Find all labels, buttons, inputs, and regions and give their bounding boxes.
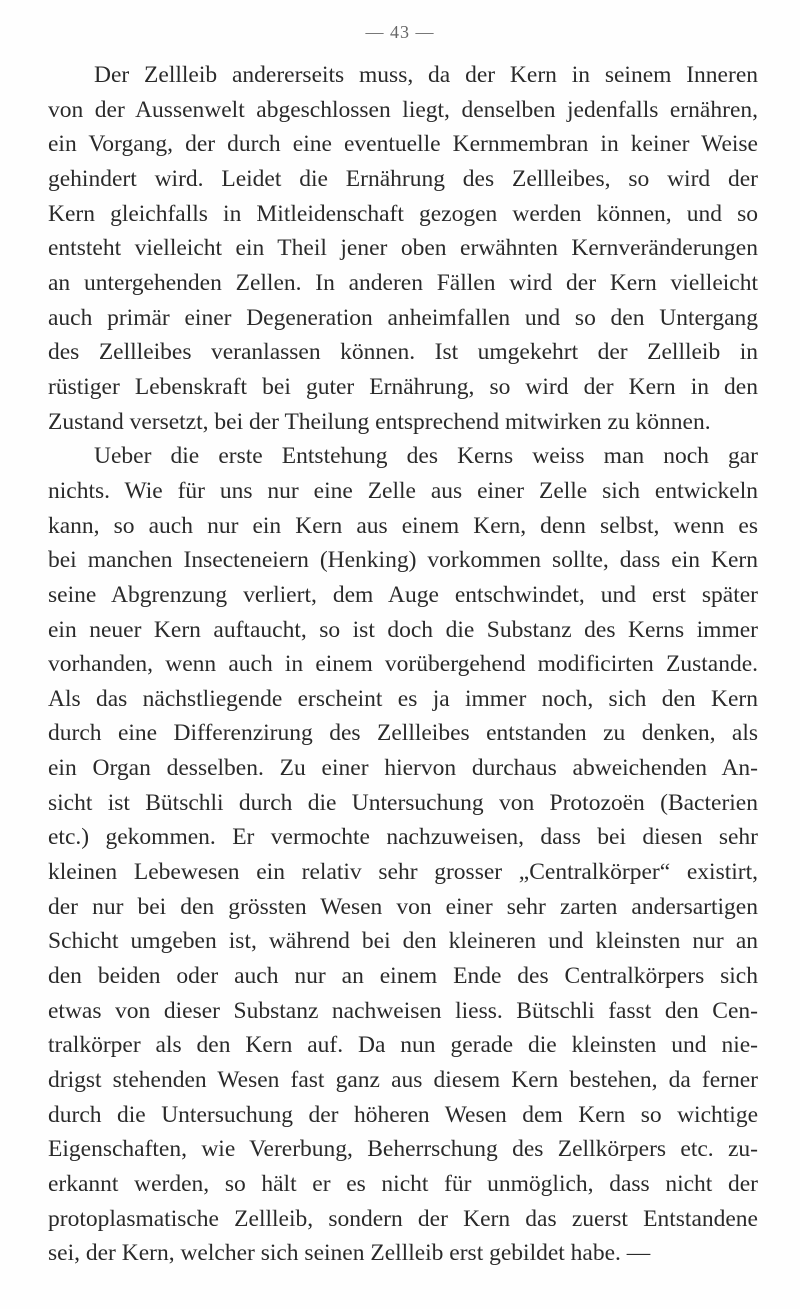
text-line: bei manchen Insecteneiern (Henking) vorkommen sollte, dass ein Kern: [48, 547, 758, 574]
text-line: ein neuer Kern auftaucht, so ist doch die Substanz des Kerns immer: [48, 616, 758, 643]
text-line: etc.) gekommen. Er vermochte nachzuweisen, dass bei diesen sehr: [48, 824, 758, 851]
text-line: sei, der Kern, welcher sich seinen Zellleib erst gebildet habe. —: [48, 1240, 651, 1267]
text-line: Eigenschaften, wie Vererbung, Beherrschung des Zellkörpers etc. zu-: [48, 1136, 758, 1163]
text-line: ein Organ desselben. Zu einer hiervon durchaus abweichenden An-: [48, 755, 758, 782]
text-line: den beiden oder auch nur an einem Ende des Centralkörpers sich: [48, 963, 758, 990]
text-line: durch die Untersuchung der höheren Wesen dem Kern so wichtige: [48, 1101, 758, 1128]
text-line: rüstiger Lebenskraft bei guter Ernährung, so wird der Kern in den: [48, 373, 758, 400]
text-line: entsteht vielleicht ein Theil jener oben erwähnten Kernveränderungen: [48, 235, 758, 262]
text-line: durch eine Differenzirung des Zellleibes entstanden zu denken, als: [48, 720, 758, 747]
text-line: seine Abgrenzung verliert, dem Auge entschwindet, und erst später: [48, 581, 758, 608]
text-line: von der Aussenwelt abgeschlossen liegt, denselben jedenfalls ernähren,: [48, 96, 758, 123]
text-line: der nur bei den grössten Wesen von einer sehr zarten andersartigen: [48, 893, 758, 920]
body-text: [48, 58, 758, 1271]
text-line: drigst stehenden Wesen fast ganz aus diesem Kern bestehen, da ferner: [48, 1067, 758, 1094]
text-line: des Zellleibes veranlassen können. Ist umgekehrt der Zellleib in: [48, 339, 758, 366]
text-line: Ueber die erste Entstehung des Kerns weiss man noch gar: [94, 443, 758, 470]
text-line: Schicht umgeben ist, während bei den kleineren und kleinsten nur an: [48, 928, 758, 955]
text-line: gehindert wird. Leidet die Ernährung des Zellleibes, so wird der: [48, 165, 758, 192]
text-line: tralkörper als den Kern auf. Da nun gerade die kleinsten und nie-: [48, 1032, 758, 1059]
text-line: Als das nächstliegende erscheint es ja immer noch, sich den Kern: [48, 685, 758, 712]
text-line: auch primär einer Degeneration anheimfallen und so den Untergang: [48, 304, 758, 331]
text-line: protoplasmatische Zellleib, sondern der Kern das zuerst Entstandene: [48, 1205, 758, 1232]
text-line: kleinen Lebewesen ein relativ sehr grosser „Centralkörper“ existirt,: [48, 859, 758, 886]
page-number: — 43 —: [365, 22, 435, 42]
text-line: erkannt werden, so hält er es nicht für unmöglich, dass nicht der: [48, 1171, 758, 1197]
text-line: Kern gleichfalls in Mitleidenschaft gezogen werden können, und so: [48, 200, 758, 227]
text-line: kann, so auch nur ein Kern aus einem Kern, denn selbst, wenn es: [48, 512, 758, 539]
text-line: etwas von dieser Substanz nachweisen liess. Bütschli fasst den Cen-: [48, 997, 758, 1024]
text-line: ein Vorgang, der durch eine eventuelle Kernmembran in keiner Weise: [48, 131, 758, 158]
text-line: vorhanden, wenn auch in einem vorübergehend modificirten Zustande.: [48, 651, 758, 678]
text-line: Zustand versetzt, bei der Theilung entsprechend mitwirken zu können.: [48, 408, 711, 435]
text-line: nichts. Wie für uns nur eine Zelle aus einer Zelle sich entwickeln: [48, 477, 758, 504]
text-line: Der Zellleib andererseits muss, da der Kern in seinem Inneren: [94, 62, 758, 88]
text-line: an untergehenden Zellen. In anderen Fällen wird der Kern vielleicht: [48, 269, 758, 296]
text-line: sicht ist Bütschli durch die Untersuchung von Protozoën (Bacterien: [48, 789, 758, 816]
